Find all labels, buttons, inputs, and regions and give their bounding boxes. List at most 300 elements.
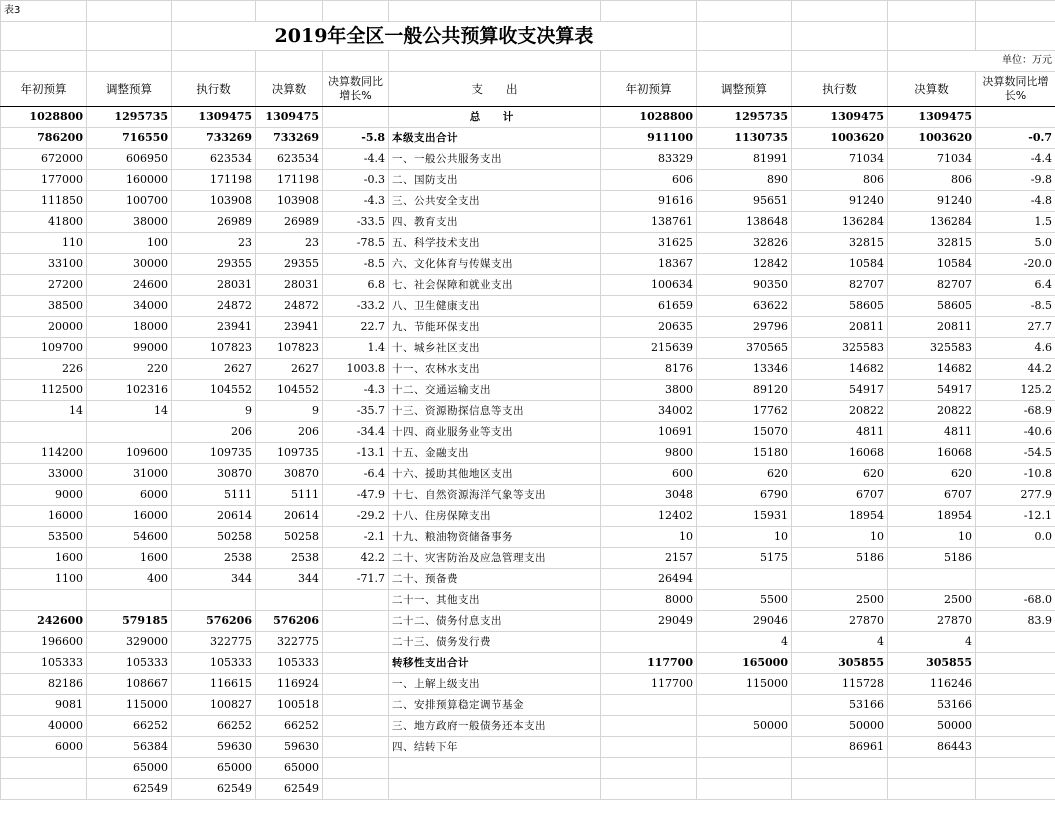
table-cell[interactable] [976, 716, 1055, 737]
table-cell[interactable]: 138761 [601, 212, 697, 233]
table-cell[interactable]: 370565 [697, 338, 792, 359]
table-cell[interactable]: 6790 [697, 485, 792, 506]
table-cell[interactable]: 16068 [792, 443, 888, 464]
table-cell[interactable]: 2157 [601, 548, 697, 569]
table-cell[interactable]: 33100 [1, 254, 87, 275]
table-cell[interactable]: 十八、住房保障支出 [389, 506, 601, 527]
table-cell[interactable]: 99000 [87, 338, 172, 359]
table-cell[interactable] [976, 674, 1055, 695]
table-cell[interactable]: 220 [87, 359, 172, 380]
table-cell[interactable]: 138648 [697, 212, 792, 233]
table-cell[interactable]: 1309475 [888, 107, 976, 128]
table-cell[interactable]: 五、科学技术支出 [389, 233, 601, 254]
table-cell[interactable] [976, 758, 1055, 779]
table-cell[interactable]: 672000 [1, 149, 87, 170]
table-cell[interactable]: 165000 [697, 653, 792, 674]
table-cell[interactable]: 806 [792, 170, 888, 191]
table-cell[interactable]: 116246 [888, 674, 976, 695]
table-cell[interactable]: 4 [888, 632, 976, 653]
table-cell[interactable] [1, 422, 87, 443]
table-cell[interactable] [389, 779, 601, 800]
table-cell[interactable]: 105333 [87, 653, 172, 674]
table-cell[interactable] [601, 779, 697, 800]
table-cell[interactable]: 108667 [87, 674, 172, 695]
table-cell[interactable]: 606950 [87, 149, 172, 170]
table-cell[interactable]: 24600 [87, 275, 172, 296]
table-cell[interactable]: -20.0 [976, 254, 1055, 275]
table-cell[interactable]: 18954 [792, 506, 888, 527]
table-cell[interactable]: 116924 [256, 674, 323, 695]
table-cell[interactable]: 28031 [256, 275, 323, 296]
table-cell[interactable]: 136284 [888, 212, 976, 233]
table-cell[interactable] [697, 758, 792, 779]
table-cell[interactable]: 82707 [888, 275, 976, 296]
table-cell[interactable]: -9.8 [976, 170, 1055, 191]
table-cell[interactable]: 六、文化体育与传媒支出 [389, 254, 601, 275]
table-cell[interactable]: -4.8 [976, 191, 1055, 212]
table-cell[interactable]: 54600 [87, 527, 172, 548]
table-cell[interactable]: 53166 [888, 695, 976, 716]
table-cell[interactable] [601, 632, 697, 653]
table-cell[interactable] [976, 779, 1055, 800]
table-cell[interactable]: 100 [87, 233, 172, 254]
table-cell[interactable]: 112500 [1, 380, 87, 401]
table-cell[interactable]: 5175 [697, 548, 792, 569]
table-cell[interactable]: 9000 [1, 485, 87, 506]
table-cell[interactable]: -4.3 [323, 380, 389, 401]
table-cell[interactable]: 107823 [172, 338, 256, 359]
table-cell[interactable]: 111850 [1, 191, 87, 212]
table-cell[interactable]: 十九、粮油物资储备事务 [389, 527, 601, 548]
table-cell[interactable]: 277.9 [976, 485, 1055, 506]
table-cell[interactable]: 82707 [792, 275, 888, 296]
table-cell[interactable]: -8.5 [323, 254, 389, 275]
table-cell[interactable]: -5.8 [323, 128, 389, 149]
table-cell[interactable]: -78.5 [323, 233, 389, 254]
table-cell[interactable]: 29355 [256, 254, 323, 275]
table-cell[interactable] [323, 632, 389, 653]
table-cell[interactable]: 二十三、债务发行费 [389, 632, 601, 653]
table-cell[interactable]: 20614 [256, 506, 323, 527]
table-cell[interactable]: 23941 [172, 317, 256, 338]
table-cell[interactable] [976, 632, 1055, 653]
table-cell[interactable]: 七、社会保障和就业支出 [389, 275, 601, 296]
table-cell[interactable]: 177000 [1, 170, 87, 191]
table-cell[interactable]: 576206 [256, 611, 323, 632]
table-cell[interactable]: 62549 [256, 779, 323, 800]
table-cell[interactable]: 9 [256, 401, 323, 422]
table-cell[interactable]: 2500 [792, 590, 888, 611]
table-cell[interactable]: 四、结转下年 [389, 737, 601, 758]
table-cell[interactable]: 733269 [172, 128, 256, 149]
table-cell[interactable]: 81991 [697, 149, 792, 170]
table-cell[interactable]: 50258 [256, 527, 323, 548]
table-cell[interactable]: 42.2 [323, 548, 389, 569]
table-cell[interactable]: 32815 [888, 233, 976, 254]
table-cell[interactable]: 1309475 [256, 107, 323, 128]
table-cell[interactable]: 十四、商业服务业等支出 [389, 422, 601, 443]
table-cell[interactable] [87, 422, 172, 443]
table-cell[interactable]: -8.5 [976, 296, 1055, 317]
table-cell[interactable]: 34000 [87, 296, 172, 317]
table-cell[interactable]: 二十二、债务付息支出 [389, 611, 601, 632]
table-cell[interactable]: 171198 [172, 170, 256, 191]
table-cell[interactable]: 53166 [792, 695, 888, 716]
table-cell[interactable]: -34.4 [323, 422, 389, 443]
table-cell[interactable]: 5186 [888, 548, 976, 569]
table-cell[interactable]: -29.2 [323, 506, 389, 527]
table-cell[interactable]: 20822 [888, 401, 976, 422]
table-cell[interactable] [697, 737, 792, 758]
table-cell[interactable]: -40.6 [976, 422, 1055, 443]
table-cell[interactable]: -54.5 [976, 443, 1055, 464]
table-cell[interactable]: 623534 [172, 149, 256, 170]
table-cell[interactable]: -68.9 [976, 401, 1055, 422]
table-cell[interactable]: 23 [256, 233, 323, 254]
table-cell[interactable]: 23941 [256, 317, 323, 338]
table-cell[interactable]: 十七、自然资源海洋气象等支出 [389, 485, 601, 506]
table-cell[interactable]: 322775 [172, 632, 256, 653]
table-cell[interactable] [256, 590, 323, 611]
table-cell[interactable]: 620 [888, 464, 976, 485]
table-cell[interactable]: 32815 [792, 233, 888, 254]
table-cell[interactable]: 29355 [172, 254, 256, 275]
table-cell[interactable]: 20811 [792, 317, 888, 338]
table-cell[interactable]: 2538 [256, 548, 323, 569]
table-cell[interactable]: 109600 [87, 443, 172, 464]
table-cell[interactable]: 27.7 [976, 317, 1055, 338]
table-cell[interactable]: 100827 [172, 695, 256, 716]
table-cell[interactable]: 136284 [792, 212, 888, 233]
table-cell[interactable]: 29796 [697, 317, 792, 338]
table-cell[interactable] [323, 653, 389, 674]
table-cell[interactable]: 30000 [87, 254, 172, 275]
table-cell[interactable]: 32826 [697, 233, 792, 254]
table-cell[interactable]: 28031 [172, 275, 256, 296]
table-cell[interactable]: 20811 [888, 317, 976, 338]
table-cell[interactable]: 1028800 [601, 107, 697, 128]
table-cell[interactable]: 10584 [792, 254, 888, 275]
table-cell[interactable]: 41800 [1, 212, 87, 233]
table-cell[interactable]: 1309475 [792, 107, 888, 128]
table-cell[interactable] [697, 569, 792, 590]
table-cell[interactable]: 14682 [888, 359, 976, 380]
table-cell[interactable]: 24872 [256, 296, 323, 317]
table-cell[interactable]: 1003620 [792, 128, 888, 149]
table-cell[interactable]: 623534 [256, 149, 323, 170]
table-cell[interactable]: 10 [601, 527, 697, 548]
table-cell[interactable] [976, 107, 1055, 128]
table-cell[interactable] [976, 695, 1055, 716]
table-cell[interactable] [323, 107, 389, 128]
table-cell[interactable]: 5111 [256, 485, 323, 506]
table-cell[interactable]: 115000 [697, 674, 792, 695]
table-cell[interactable]: 61659 [601, 296, 697, 317]
table-cell[interactable]: 242600 [1, 611, 87, 632]
table-cell[interactable]: 66252 [172, 716, 256, 737]
table-cell[interactable]: 十三、资源勘探信息等支出 [389, 401, 601, 422]
table-cell[interactable]: 71034 [792, 149, 888, 170]
table-cell[interactable]: 102316 [87, 380, 172, 401]
table-cell[interactable]: 104552 [172, 380, 256, 401]
table-cell[interactable]: 2538 [172, 548, 256, 569]
table-cell[interactable]: 24872 [172, 296, 256, 317]
table-cell[interactable]: 54917 [792, 380, 888, 401]
table-cell[interactable]: 63622 [697, 296, 792, 317]
table-cell[interactable]: 十、城乡社区支出 [389, 338, 601, 359]
table-cell[interactable]: 15931 [697, 506, 792, 527]
table-cell[interactable]: 1028800 [1, 107, 87, 128]
table-cell[interactable]: 22.7 [323, 317, 389, 338]
table-cell[interactable]: 十六、援助其他地区支出 [389, 464, 601, 485]
table-cell[interactable]: 115000 [87, 695, 172, 716]
table-cell[interactable]: 10 [888, 527, 976, 548]
table-cell[interactable]: 322775 [256, 632, 323, 653]
table-cell[interactable]: 38500 [1, 296, 87, 317]
table-cell[interactable] [888, 779, 976, 800]
table-cell[interactable]: 三、公共安全支出 [389, 191, 601, 212]
table-cell[interactable]: 26989 [256, 212, 323, 233]
table-cell[interactable]: 50000 [888, 716, 976, 737]
table-cell[interactable] [976, 548, 1055, 569]
table-cell[interactable]: 125.2 [976, 380, 1055, 401]
table-cell[interactable]: 50000 [792, 716, 888, 737]
table-cell[interactable]: 110 [1, 233, 87, 254]
table-cell[interactable]: 14 [87, 401, 172, 422]
table-cell[interactable]: 104552 [256, 380, 323, 401]
table-cell[interactable]: 116615 [172, 674, 256, 695]
table-cell[interactable]: -6.4 [323, 464, 389, 485]
table-cell[interactable]: 576206 [172, 611, 256, 632]
table-cell[interactable]: 18367 [601, 254, 697, 275]
table-cell[interactable] [323, 590, 389, 611]
table-cell[interactable] [697, 779, 792, 800]
table-cell[interactable]: 83329 [601, 149, 697, 170]
table-cell[interactable]: 17762 [697, 401, 792, 422]
table-cell[interactable]: 4 [697, 632, 792, 653]
table-cell[interactable]: 15070 [697, 422, 792, 443]
table-cell[interactable]: 100518 [256, 695, 323, 716]
table-cell[interactable]: 5111 [172, 485, 256, 506]
table-cell[interactable]: 1130735 [697, 128, 792, 149]
table-cell[interactable]: 6000 [1, 737, 87, 758]
table-cell[interactable] [601, 716, 697, 737]
table-cell[interactable] [323, 611, 389, 632]
table-cell[interactable]: 九、节能环保支出 [389, 317, 601, 338]
table-cell[interactable]: 3800 [601, 380, 697, 401]
table-cell[interactable]: 329000 [87, 632, 172, 653]
table-cell[interactable]: 20822 [792, 401, 888, 422]
table-cell[interactable]: 226 [1, 359, 87, 380]
table-cell[interactable]: 14682 [792, 359, 888, 380]
table-cell[interactable]: 9800 [601, 443, 697, 464]
table-cell[interactable]: 1600 [87, 548, 172, 569]
table-cell[interactable]: 10 [697, 527, 792, 548]
table-cell[interactable]: -68.0 [976, 590, 1055, 611]
table-cell[interactable]: 5.0 [976, 233, 1055, 254]
table-cell[interactable]: 16000 [1, 506, 87, 527]
table-cell[interactable]: 89120 [697, 380, 792, 401]
table-cell[interactable]: 十五、金融支出 [389, 443, 601, 464]
table-cell[interactable]: 38000 [87, 212, 172, 233]
table-cell[interactable] [792, 779, 888, 800]
table-cell[interactable]: 325583 [888, 338, 976, 359]
table-cell[interactable]: 31000 [87, 464, 172, 485]
table-cell[interactable]: 6000 [87, 485, 172, 506]
table-cell[interactable]: 十一、农林水支出 [389, 359, 601, 380]
table-cell[interactable]: 117700 [601, 653, 697, 674]
table-cell[interactable]: 91240 [792, 191, 888, 212]
table-cell[interactable]: 1295735 [697, 107, 792, 128]
table-cell[interactable]: 66252 [256, 716, 323, 737]
table-cell[interactable]: 14 [1, 401, 87, 422]
table-cell[interactable]: 10691 [601, 422, 697, 443]
table-cell[interactable]: 59630 [256, 737, 323, 758]
table-cell[interactable]: 344 [256, 569, 323, 590]
table-cell[interactable]: 2627 [172, 359, 256, 380]
table-cell[interactable] [389, 758, 601, 779]
table-cell[interactable]: 117700 [601, 674, 697, 695]
table-cell[interactable] [323, 695, 389, 716]
table-cell[interactable]: 56384 [87, 737, 172, 758]
table-cell[interactable]: 18000 [87, 317, 172, 338]
table-cell[interactable]: 65000 [256, 758, 323, 779]
table-cell[interactable] [601, 695, 697, 716]
table-cell[interactable]: 33000 [1, 464, 87, 485]
table-cell[interactable]: 50258 [172, 527, 256, 548]
table-cell[interactable]: 325583 [792, 338, 888, 359]
table-cell[interactable]: -47.9 [323, 485, 389, 506]
table-cell[interactable]: 15180 [697, 443, 792, 464]
table-cell[interactable] [323, 674, 389, 695]
table-cell[interactable]: 9 [172, 401, 256, 422]
table-cell[interactable] [601, 737, 697, 758]
table-cell[interactable]: 二、国防支出 [389, 170, 601, 191]
table-cell[interactable]: 344 [172, 569, 256, 590]
table-cell[interactable]: 305855 [792, 653, 888, 674]
table-cell[interactable]: 206 [256, 422, 323, 443]
table-cell[interactable]: 65000 [87, 758, 172, 779]
table-cell[interactable]: 58605 [792, 296, 888, 317]
table-cell[interactable]: 1100 [1, 569, 87, 590]
table-cell[interactable]: 58605 [888, 296, 976, 317]
table-cell[interactable]: 196600 [1, 632, 87, 653]
table-cell[interactable]: 786200 [1, 128, 87, 149]
table-cell[interactable]: 716550 [87, 128, 172, 149]
table-cell[interactable]: 733269 [256, 128, 323, 149]
table-cell[interactable]: 600 [601, 464, 697, 485]
table-cell[interactable] [1, 758, 87, 779]
table-cell[interactable]: 23 [172, 233, 256, 254]
table-cell[interactable]: 83.9 [976, 611, 1055, 632]
table-cell[interactable]: 30870 [172, 464, 256, 485]
table-cell[interactable]: 44.2 [976, 359, 1055, 380]
table-cell[interactable]: 6.4 [976, 275, 1055, 296]
table-cell[interactable]: 86443 [888, 737, 976, 758]
table-cell[interactable]: 二十一、其他支出 [389, 590, 601, 611]
table-cell[interactable]: 34002 [601, 401, 697, 422]
table-cell[interactable]: 806 [888, 170, 976, 191]
table-cell[interactable] [87, 590, 172, 611]
table-cell[interactable]: 27870 [888, 611, 976, 632]
table-cell[interactable]: 9081 [1, 695, 87, 716]
table-cell[interactable] [792, 758, 888, 779]
table-cell[interactable]: -35.7 [323, 401, 389, 422]
table-cell[interactable]: 12842 [697, 254, 792, 275]
table-cell[interactable]: 50000 [697, 716, 792, 737]
table-cell[interactable] [323, 716, 389, 737]
table-cell[interactable]: 4.6 [976, 338, 1055, 359]
table-cell[interactable] [697, 695, 792, 716]
table-cell[interactable]: 13346 [697, 359, 792, 380]
table-cell[interactable]: 8176 [601, 359, 697, 380]
table-cell[interactable]: 5500 [697, 590, 792, 611]
table-cell[interactable]: 305855 [888, 653, 976, 674]
table-cell[interactable]: 66252 [87, 716, 172, 737]
table-cell[interactable]: -13.1 [323, 443, 389, 464]
table-cell[interactable]: 4 [792, 632, 888, 653]
table-cell[interactable]: 20000 [1, 317, 87, 338]
table-cell[interactable]: -4.3 [323, 191, 389, 212]
table-cell[interactable]: 一、上解上级支出 [389, 674, 601, 695]
table-cell[interactable] [792, 569, 888, 590]
table-cell[interactable]: 10 [792, 527, 888, 548]
table-cell[interactable]: 114200 [1, 443, 87, 464]
table-cell[interactable]: 31625 [601, 233, 697, 254]
table-cell[interactable]: 1.5 [976, 212, 1055, 233]
table-cell[interactable]: 103908 [172, 191, 256, 212]
table-cell[interactable]: 三、地方政府一般债务还本支出 [389, 716, 601, 737]
table-cell[interactable]: 29049 [601, 611, 697, 632]
table-cell[interactable]: 100634 [601, 275, 697, 296]
table-cell[interactable]: 6.8 [323, 275, 389, 296]
table-cell[interactable]: 171198 [256, 170, 323, 191]
table-cell[interactable]: 90350 [697, 275, 792, 296]
table-cell[interactable]: 四、教育支出 [389, 212, 601, 233]
table-cell[interactable]: 16000 [87, 506, 172, 527]
table-cell[interactable]: 1.4 [323, 338, 389, 359]
table-cell[interactable]: 1309475 [172, 107, 256, 128]
table-cell[interactable]: 10584 [888, 254, 976, 275]
table-cell[interactable]: 6707 [888, 485, 976, 506]
table-cell[interactable]: 86961 [792, 737, 888, 758]
table-cell[interactable]: 二十、灾害防治及应急管理支出 [389, 548, 601, 569]
table-cell[interactable]: 0.0 [976, 527, 1055, 548]
table-cell[interactable]: 18954 [888, 506, 976, 527]
table-cell[interactable]: 4811 [792, 422, 888, 443]
table-cell[interactable]: 91616 [601, 191, 697, 212]
table-cell[interactable]: 二十、预备费 [389, 569, 601, 590]
table-cell[interactable]: 206 [172, 422, 256, 443]
table-cell[interactable]: 95651 [697, 191, 792, 212]
table-cell[interactable]: 1003.8 [323, 359, 389, 380]
table-cell[interactable]: 27870 [792, 611, 888, 632]
table-cell[interactable]: 8000 [601, 590, 697, 611]
table-cell[interactable] [976, 737, 1055, 758]
table-cell[interactable]: 109735 [256, 443, 323, 464]
table-cell[interactable]: 一、一般公共服务支出 [389, 149, 601, 170]
table-cell[interactable]: 27200 [1, 275, 87, 296]
table-cell[interactable]: 620 [792, 464, 888, 485]
table-cell[interactable]: 160000 [87, 170, 172, 191]
table-cell[interactable]: 59630 [172, 737, 256, 758]
table-cell[interactable]: 3048 [601, 485, 697, 506]
table-cell[interactable]: 215639 [601, 338, 697, 359]
table-cell[interactable] [1, 590, 87, 611]
table-cell[interactable] [976, 653, 1055, 674]
table-cell[interactable]: 53500 [1, 527, 87, 548]
table-cell[interactable]: -33.5 [323, 212, 389, 233]
